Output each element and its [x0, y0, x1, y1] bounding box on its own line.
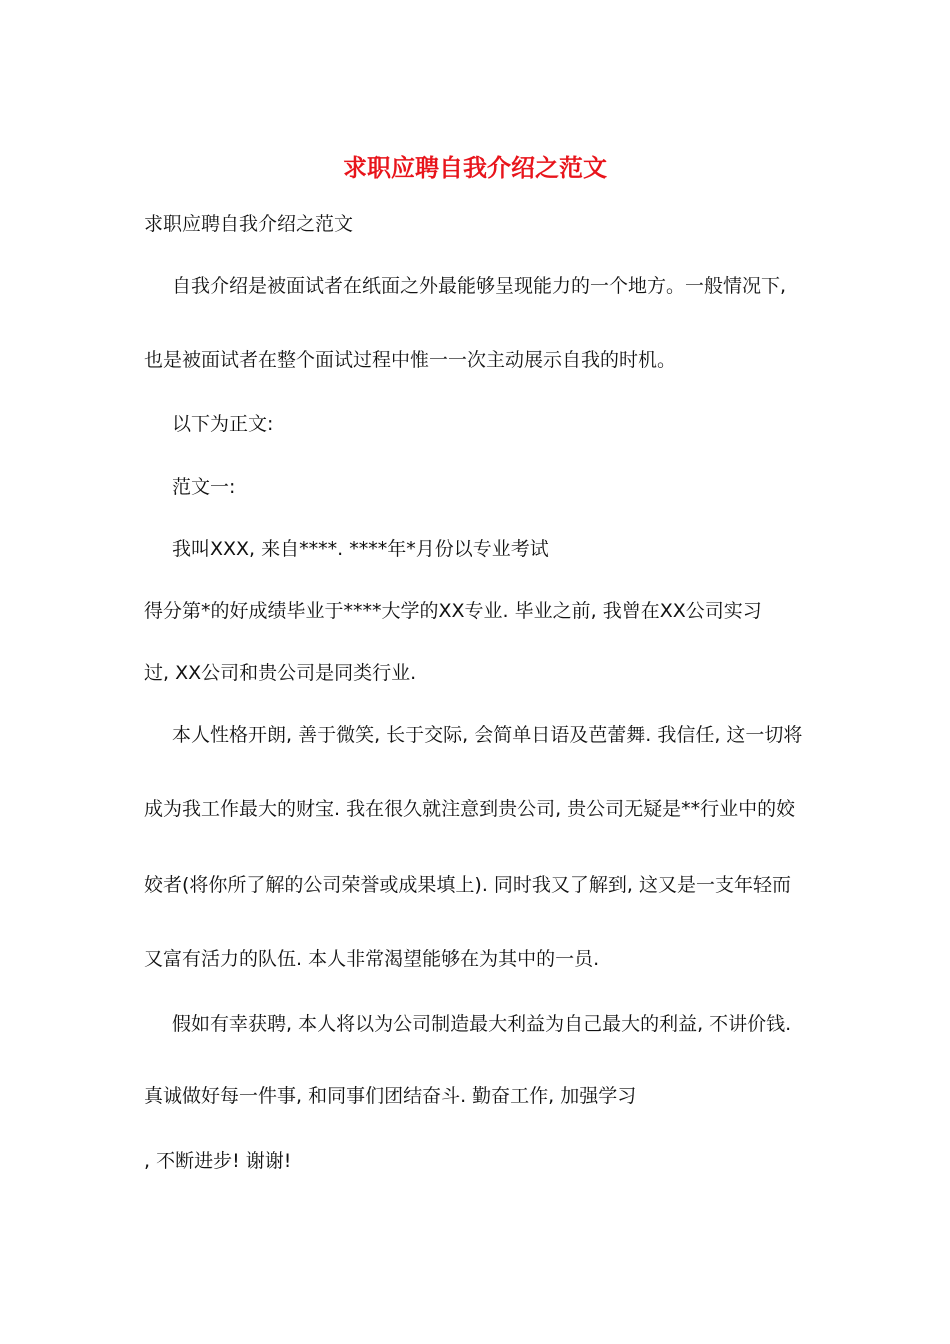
paragraph-line: 真诚做好每一件事, 和同事们团结奋斗. 勤奋工作, 加强学习 — [144, 1085, 637, 1107]
paragraph-line: , 不断进步! 谢谢! — [144, 1150, 292, 1172]
paragraph-line: 得分第*的好成绩毕业于****大学的XX专业. 毕业之前, 我曾在XX公司实习 — [144, 600, 762, 622]
document-title: 求职应聘自我介绍之范文 — [343, 153, 607, 182]
paragraph-line: 本人性格开朗, 善于微笑, 长于交际, 会简单日语及芭蕾舞. 我信任, 这一切将 — [172, 724, 803, 746]
section-heading: 范文一: — [172, 476, 236, 498]
paragraph-line: 假如有幸获聘, 本人将以为公司制造最大利益为自己最大的利益, 不讲价钱. — [172, 1013, 792, 1035]
paragraph-line: 又富有活力的队伍. 本人非常渴望能够在为其中的一员. — [144, 948, 600, 970]
paragraph-line: 也是被面试者在整个面试过程中惟一一次主动展示自我的时机。 — [144, 349, 677, 371]
paragraph-line: 以下为正文: — [172, 413, 274, 435]
subtitle-line: 求职应聘自我介绍之范文 — [144, 213, 354, 235]
paragraph-line: 过, XX公司和贵公司是同类行业. — [144, 662, 417, 684]
paragraph-line: 姣者(将你所了解的公司荣誉或成果填上). 同时我又了解到, 这又是一支年轻而 — [144, 874, 791, 896]
paragraph-line: 成为我工作最大的财宝. 我在很久就注意到贵公司, 贵公司无疑是**行业中的姣 — [144, 798, 796, 820]
paragraph-line: 我叫XXX, 来自****. ****年*月份以专业考试 — [172, 538, 549, 560]
paragraph-line: 自我介绍是被面试者在纸面之外最能够呈现能力的一个地方。一般情况下, — [172, 275, 787, 297]
